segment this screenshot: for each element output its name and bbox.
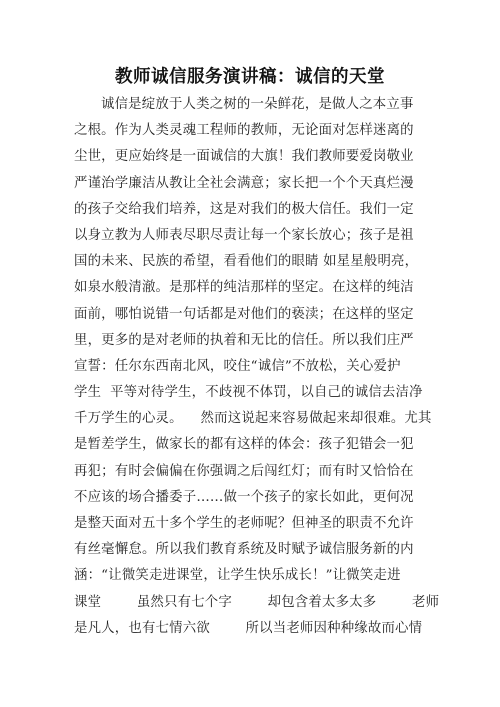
paragraph-line: 如泉水般清澈。是那样的纯洁那样的坚定。在这样的纯洁 (74, 280, 414, 296)
paragraph-line: 面前，哪怕说错一句话都是对他们的亵渎；在这样的坚定 (74, 306, 414, 322)
document-body (74, 92, 444, 642)
paragraph-line: 尘世，更应始终是一面诚信的大旗！我们教师要爱岗敬业 (74, 149, 414, 165)
document-title: 教师诚信服务演讲稿：诚信的天堂 (115, 67, 385, 87)
paragraph-line: 千万学生的心灵。 然而这说起来容易做起来却很难。尤其 (74, 411, 432, 427)
paragraph-line: 不应该的场合播委子……做一个孩子的家长如此，更何况 (74, 489, 414, 505)
paragraph-line: 是暂差学生，做家长的都有这样的体会：孩子犯错会一犯 (74, 437, 414, 453)
paragraph-line: 是整天面对五十多个学生的老师呢？但神圣的职责不允许 (74, 516, 414, 531)
paragraph-line: 的孩子交给我们培养，这是对我们的极大信任。我们一定 (74, 201, 414, 217)
paragraph-line: 严谨治学廉洁从教让全社会满意；家长把一个个天真烂漫 (74, 175, 414, 191)
paragraph-line: 学生 平等对待学生，不歧视不体罚，以自己的诚信去洁净 (74, 385, 423, 401)
paragraph-line: 课堂 虽然只有七个字 却包含着太多太多 老师 (74, 594, 440, 610)
paragraph-line: 国的未来、民族的希望，看看他们的眼睛 如星星般明亮， (74, 254, 419, 270)
paragraph-line: 之根。作为人类灵魂工程师的教师，无论面对怎样迷离的 (74, 123, 414, 139)
paragraph-line: 里，更多的是对老师的执着和无比的信任。所以我们庄严 (74, 332, 414, 348)
paragraph-line: 诚信是绽放于人类之树的一朵鲜花，是做人之本立事 (101, 97, 414, 112)
paragraph-line: 宣誓：任尔东西南北风，咬住“诚信”不放松，关心爱护 (74, 358, 401, 374)
paragraph-line: 再犯；有时会偏偏在你强调之后闯红灯；而有时又恰恰在 (74, 463, 414, 479)
paragraph-line: 有丝毫懈怠。所以我们教育系统及时赋予诚信服务新的内 (74, 542, 414, 558)
paragraph-line: 涵：“让微笑走进课堂，让学生快乐成长！”让微笑走进 (74, 568, 401, 584)
paragraph-line: 以身立教为人师表尽职尽责让每一个家长放心；孩子是祖 (74, 227, 414, 243)
paragraph-line: 是凡人，也有七情六欲 所以当老师因种种缘故而心情 (74, 620, 423, 636)
